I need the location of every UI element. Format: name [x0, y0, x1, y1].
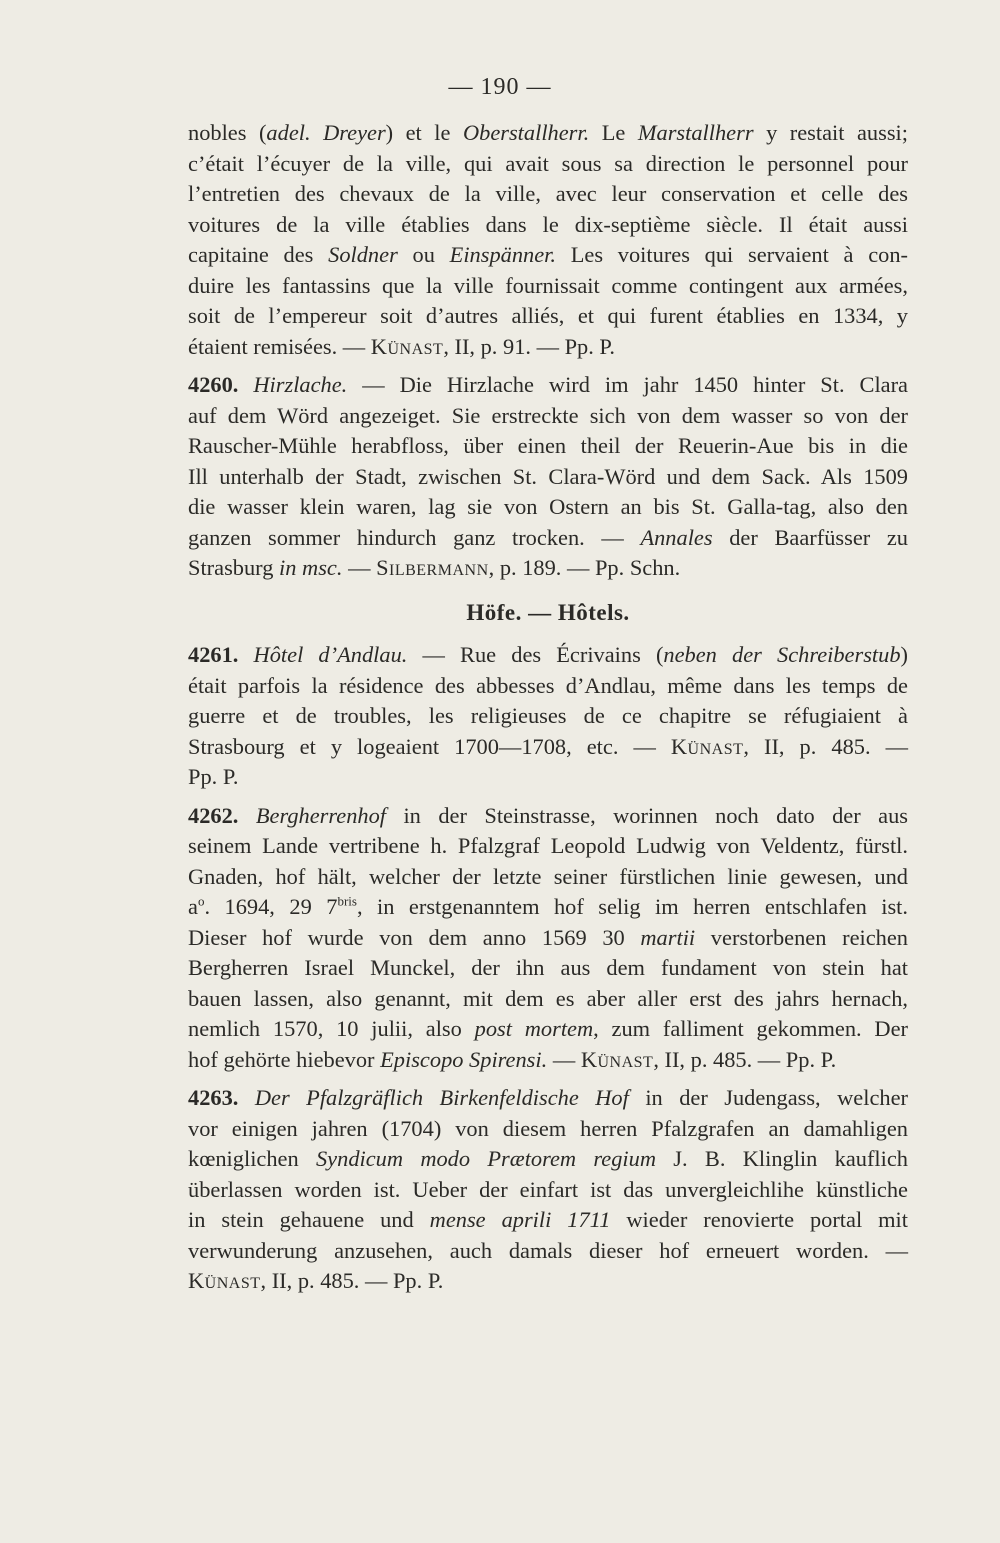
text-segment: soit de l’empereur soit d’autres alliés, et qui furent établies en 1334, y	[188, 303, 908, 328]
text-segment: — Die Hirzlache wird im jahr 1450 hinter St. Clara	[347, 372, 908, 397]
text-segment: ) et le	[385, 120, 463, 145]
italic-text: Hirzlache.	[253, 372, 348, 397]
entry-paragraph	[188, 801, 908, 1076]
text-line	[188, 149, 908, 180]
text-segment: J. B. Klinglin kauflich	[656, 1146, 908, 1171]
italic-text: Einspänner.	[449, 242, 556, 267]
text-segment: der Baarfüsser zu	[712, 524, 908, 550]
text-segment: a	[188, 894, 198, 919]
italic-text: in msc.	[279, 555, 343, 580]
text-line	[188, 671, 908, 702]
author-citation: Künast	[580, 1046, 654, 1072]
italic-text: Der Pfalzgräflich Birkenfeldische Hof	[254, 1085, 629, 1110]
text-segment	[238, 1085, 254, 1110]
text-segment: était parfois la résidence des abbesses d’Andlau, même dans les temps de	[188, 672, 908, 698]
text-segment: Rauscher-Mühle herabfloss, über einen theil der Reuerin-Aue bis in die	[188, 433, 908, 458]
text-line	[188, 862, 908, 893]
text-segment: Pp. P.	[188, 764, 239, 789]
text-segment: auf dem Wörd angezeiget. Sie erstreckte sich von dem wasser so von der	[188, 402, 908, 428]
italic-text: martii	[640, 924, 696, 950]
text-segment: , II, p. 91. — Pp. P.	[443, 333, 615, 359]
text-segment: nemlich 1570, 10 julii, also	[188, 1016, 475, 1041]
entry-number: 4260.	[188, 372, 239, 397]
paragraph-gap	[188, 362, 908, 370]
superscript: o	[197, 893, 205, 909]
text-line	[188, 640, 908, 671]
text-segment: wieder renovierte portal mit	[610, 1207, 909, 1232]
italic-text: neben der Schreiberstub	[663, 642, 901, 667]
text-segment: , zum falliment gekommen. Der	[593, 1016, 908, 1041]
text-line	[188, 240, 908, 271]
text-segment: guerre et de troubles, les religieuses de ce chapitre se réfugiaient à	[188, 703, 908, 728]
continued-paragraph	[188, 118, 908, 362]
text-line	[188, 1266, 908, 1297]
text-line	[188, 1045, 908, 1076]
text-line	[188, 179, 908, 210]
text-segment: Gnaden, hof hält, welcher der letzte seiner fürstlichen linie gewesen, und	[188, 863, 908, 889]
author-citation: Künast	[188, 1268, 261, 1293]
text-segment: —	[342, 555, 377, 580]
text-segment: l’entretien des chevaux de la ville, avec leur conservation et celle des	[188, 181, 908, 206]
text-line	[188, 523, 908, 554]
text-line	[188, 953, 908, 984]
text-line	[188, 1114, 908, 1145]
text-segment	[238, 642, 253, 667]
text-line	[188, 984, 908, 1015]
text-segment: duire les fantassins que la ville fournissait comme contingent aux armées,	[188, 272, 908, 298]
paragraph-gap	[188, 1075, 908, 1083]
text-segment: — Rue des Écrivains (	[407, 642, 664, 667]
text-segment: )	[900, 642, 909, 667]
section-heading: Höfe. — Hôtels.	[466, 599, 630, 625]
text-segment: seinem Lande vertribene h. Pfalzgraf Leopold Ludwig von Veldentz, fürstl.	[188, 833, 908, 858]
italic-text: Marstallherr	[637, 120, 754, 145]
text-line	[188, 701, 908, 732]
text-line	[188, 1205, 908, 1236]
text-segment: Bergherren Israel Munckel, der ihn aus dem fundament von stein hat	[188, 955, 908, 980]
text-segment: y restait aussi;	[753, 120, 908, 145]
text-line	[188, 118, 908, 149]
text-segment: Le	[589, 120, 638, 145]
italic-text: Hôtel d’Andlau.	[253, 642, 408, 667]
entry-paragraph	[188, 640, 908, 793]
entry-paragraph	[188, 370, 908, 584]
text-segment: étaient remisées. —	[188, 333, 371, 359]
text-segment: ganzen sommer hindurch ganz trocken. —	[188, 524, 641, 550]
text-line	[188, 1236, 908, 1267]
text-segment: in der Judengass, welcher	[628, 1085, 908, 1110]
text-segment: verwunderung anzusehen, auch damals dieser hof erneuert worden. —	[188, 1237, 908, 1263]
italic-text: Oberstallherr.	[462, 120, 590, 145]
text-segment: , II, p. 485. —	[743, 733, 908, 759]
page-body	[188, 118, 908, 1297]
text-segment: bauen lassen, also genannt, mit dem es aber aller erst des jahrs hernach,	[188, 985, 908, 1011]
italic-text: Episcopo Spirensi.	[380, 1046, 548, 1072]
text-line	[188, 732, 908, 763]
text-segment: überlassen worden ist. Ueber der einfart ist das unvergleichlihe künstliche	[188, 1176, 908, 1202]
text-line	[188, 553, 908, 584]
text-line	[188, 1175, 908, 1206]
text-segment: , p. 189. — Pp. Schn.	[488, 555, 681, 580]
text-line	[188, 923, 908, 954]
text-segment: voitures de la ville établies dans le dix-septième siècle. Il était aussi	[188, 211, 908, 237]
text-line	[188, 370, 908, 401]
text-segment: Les voitures qui servaient à con-	[556, 242, 908, 267]
text-line	[188, 271, 908, 302]
entry-number: 4262.	[188, 802, 239, 828]
text-segment: hof gehörte hiebevor	[188, 1046, 381, 1072]
text-segment: —	[547, 1046, 581, 1072]
text-segment: kœniglichen	[188, 1146, 316, 1171]
text-segment: vor einigen jahren (1704) von diesem herren Pfalzgrafen an damahligen	[188, 1115, 908, 1141]
page-number: — 190 —	[448, 74, 552, 100]
text-line	[188, 1083, 908, 1114]
entry-number: 4263.	[188, 1085, 239, 1110]
text-line	[188, 401, 908, 432]
text-segment: Strasbourg et y logeaient 1700—1708, etc. —	[188, 733, 671, 759]
author-citation: Künast	[670, 733, 744, 759]
text-line	[188, 462, 908, 493]
text-line	[188, 892, 908, 923]
text-line	[188, 801, 908, 832]
entry-paragraph	[188, 1083, 908, 1297]
text-segment	[238, 803, 255, 828]
entry-number: 4261.	[188, 642, 239, 667]
text-segment: in der Steinstrasse, worinnen noch dato der aus	[386, 802, 908, 828]
text-line	[188, 1144, 908, 1175]
italic-text: Annales	[640, 524, 713, 550]
superscript: bris	[337, 893, 357, 909]
italic-text: Syndicum modo Prætorem regium	[315, 1146, 656, 1171]
text-line	[188, 332, 908, 363]
text-line	[188, 492, 908, 523]
text-segment: . 1694, 29 7	[204, 894, 338, 919]
text-segment	[238, 372, 253, 397]
author-citation: Künast	[370, 333, 444, 359]
paragraph-gap	[188, 793, 908, 801]
text-line	[188, 762, 908, 793]
text-line	[188, 1014, 908, 1045]
text-segment: die wasser klein waren, lag sie von Ostern an bis St. Galla-tag, also den	[188, 494, 908, 519]
italic-text: Soldner	[328, 242, 398, 267]
text-segment: Dieser hof wurde von dem anno 1569 30	[188, 924, 641, 950]
text-segment: verstorbenen reichen	[695, 924, 908, 950]
italic-text: mense aprili 1711	[429, 1207, 611, 1232]
text-segment: , II, p. 485. — Pp. P.	[653, 1046, 837, 1072]
text-segment: Strasburg	[188, 555, 280, 580]
text-segment: ou	[397, 242, 450, 267]
text-segment: c’était l’écuyer de la ville, qui avait sous sa direction le personnel pour	[188, 150, 908, 176]
italic-text: Bergherrenhof	[255, 802, 387, 828]
author-citation: Silbermann	[376, 555, 489, 580]
text-line	[188, 831, 908, 862]
italic-text: adel. Dreyer	[266, 120, 386, 145]
text-segment: nobles (	[188, 120, 267, 145]
text-line	[188, 210, 908, 241]
text-segment: capitaine des	[188, 242, 329, 267]
italic-text: post mortem	[474, 1016, 594, 1041]
text-segment: , II, p. 485. — Pp. P.	[260, 1268, 444, 1293]
text-segment: , in erstgenanntem hof selig im herren entschlafen ist.	[356, 894, 908, 919]
text-line	[188, 301, 908, 332]
text-line	[188, 431, 908, 462]
text-segment: in stein gehauene und	[188, 1207, 430, 1232]
text-segment: Ill unterhalb der Stadt, zwischen St. Clara-Wörd und dem Sack. Als 1509	[188, 463, 908, 489]
